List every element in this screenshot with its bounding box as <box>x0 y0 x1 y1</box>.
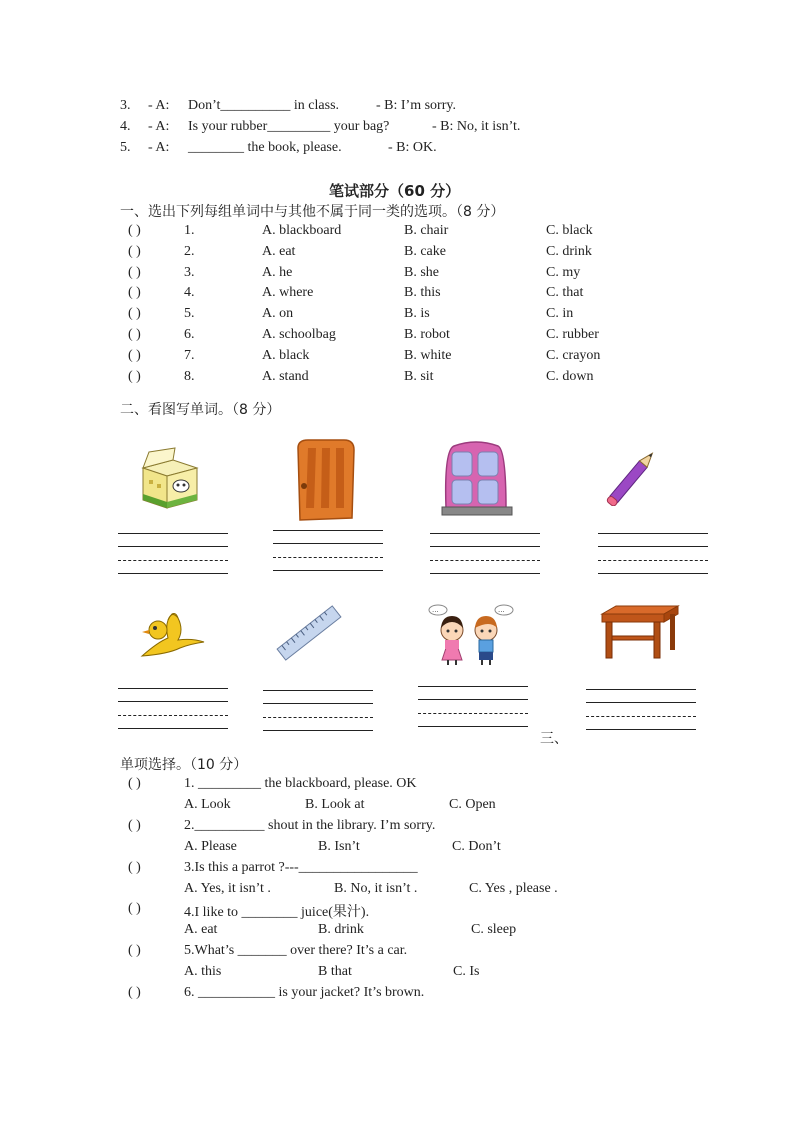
section1-title: 一、选出下列每组单词中与其他不属于同一类的选项。（8 分） <box>120 204 505 220</box>
option-a: A. Please <box>184 838 237 854</box>
speaker-a: - A: <box>148 98 170 113</box>
line-b: - B: OK. <box>388 140 437 155</box>
option-b: B. cake <box>404 243 446 259</box>
option-b: B. Isn’t <box>318 838 360 854</box>
section3-number: 三、 <box>540 731 568 747</box>
item-number: 4. <box>120 119 131 134</box>
answer-paren[interactable]: ( ) <box>128 859 141 875</box>
answer-paren[interactable]: ( ) <box>128 285 141 301</box>
answer-paren[interactable]: ( ) <box>128 306 141 322</box>
option-b: B. she <box>404 264 439 280</box>
option-c: C. drink <box>546 243 592 259</box>
option-c: C. my <box>546 264 581 280</box>
option-c: C. Open <box>449 797 496 812</box>
option-b: B. sit <box>404 368 434 384</box>
question-text: 5.What’s _______ over there? It’s a car. <box>184 943 408 959</box>
line-a: ________ the book, please. <box>188 140 342 155</box>
option-b: B. chair <box>404 223 449 238</box>
answer-paren[interactable]: ( ) <box>128 985 141 1000</box>
speaker-a: - A: <box>148 119 170 134</box>
line-b: - B: I’m sorry. <box>376 98 456 113</box>
option-a: A. eat <box>262 243 296 259</box>
line-b: - B: No, it isn’t. <box>432 119 521 134</box>
two-children-icon <box>428 602 514 666</box>
option-a: A. blackboard <box>262 223 342 238</box>
desk-icon <box>598 604 680 662</box>
option-a: A. schoolbag <box>262 327 336 342</box>
item-number: 5. <box>184 306 195 322</box>
section3-title: 单项选择。（10 分） <box>120 757 248 773</box>
option-a: A. Yes, it isn’t . <box>184 880 271 896</box>
option-a: A. he <box>262 264 293 280</box>
question-text: 4.I like to ________ juice(果汁). <box>184 905 370 921</box>
option-c: C. sleep <box>471 922 517 938</box>
option-b: B. No, it isn’t . <box>334 880 418 896</box>
option-c: C. Don’t <box>452 838 501 854</box>
ruler-icon <box>276 602 342 664</box>
option-c: C. in <box>546 306 574 322</box>
option-a: A. on <box>262 306 294 322</box>
option-c: C. black <box>546 223 593 238</box>
bird-icon <box>138 608 206 662</box>
answer-paren[interactable]: ( ) <box>128 347 141 363</box>
milk-carton-icon <box>135 446 205 514</box>
item-number: 8. <box>184 368 195 384</box>
question-text: 3.Is this a parrot ?---_________________ <box>184 859 418 875</box>
option-b: B. this <box>404 285 441 301</box>
option-a: A. black <box>262 347 310 363</box>
option-b: B. drink <box>318 922 364 938</box>
question-text: 2.__________ shout in the library. I’m sorry. <box>184 817 436 833</box>
written-part-title: 笔试部分（60 分） <box>329 182 461 200</box>
item-number: 3. <box>184 264 195 280</box>
answer-paren[interactable]: ( ) <box>128 243 141 259</box>
answer-paren[interactable]: ( ) <box>128 223 141 238</box>
answer-paren[interactable]: ( ) <box>128 368 141 384</box>
option-b: B. Look at <box>305 797 365 812</box>
item-number: 6. <box>184 327 195 342</box>
svg-text:...: ... <box>432 606 439 614</box>
option-a: A. eat <box>184 922 218 938</box>
answer-paren[interactable]: ( ) <box>128 776 141 791</box>
option-a: A. Look <box>184 797 231 812</box>
section2-title: 二、看图写单词。（8 分） <box>120 402 281 418</box>
option-b: B. robot <box>404 327 450 342</box>
item-number: 5. <box>120 140 131 155</box>
svg-text:...: ... <box>498 606 505 614</box>
window-icon <box>440 440 514 518</box>
item-number: 2. <box>184 243 195 259</box>
option-a: A. this <box>184 964 222 980</box>
line-a: Don’t__________ in class. <box>188 98 340 113</box>
pencil-icon <box>606 442 664 506</box>
answer-paren[interactable]: ( ) <box>128 264 141 280</box>
option-b: B. is <box>404 306 430 322</box>
option-c: C. Is <box>453 964 480 980</box>
option-c: C. Yes , please . <box>469 880 558 896</box>
line-a: Is your rubber_________ your bag? <box>188 119 390 134</box>
option-c: C. that <box>546 285 584 301</box>
speaker-a: - A: <box>148 140 170 155</box>
answer-paren[interactable]: ( ) <box>128 943 141 959</box>
question-text: 1. _________ the blackboard, please. OK <box>184 776 417 791</box>
answer-paren[interactable]: ( ) <box>128 901 141 917</box>
answer-paren[interactable]: ( ) <box>128 327 141 342</box>
option-b: B. white <box>404 347 452 363</box>
option-c: C. down <box>546 368 594 384</box>
option-c: C. crayon <box>546 347 601 363</box>
option-a: A. where <box>262 285 314 301</box>
question-text: 6. ___________ is your jacket? It’s brown. <box>184 985 425 1000</box>
item-number: 1. <box>184 223 195 238</box>
option-b: B that <box>318 964 352 980</box>
item-number: 7. <box>184 347 195 363</box>
item-number: 4. <box>184 285 195 301</box>
item-number: 3. <box>120 98 131 113</box>
option-a: A. stand <box>262 368 309 384</box>
answer-paren[interactable]: ( ) <box>128 817 141 833</box>
option-c: C. rubber <box>546 327 599 342</box>
door-icon <box>292 438 358 522</box>
